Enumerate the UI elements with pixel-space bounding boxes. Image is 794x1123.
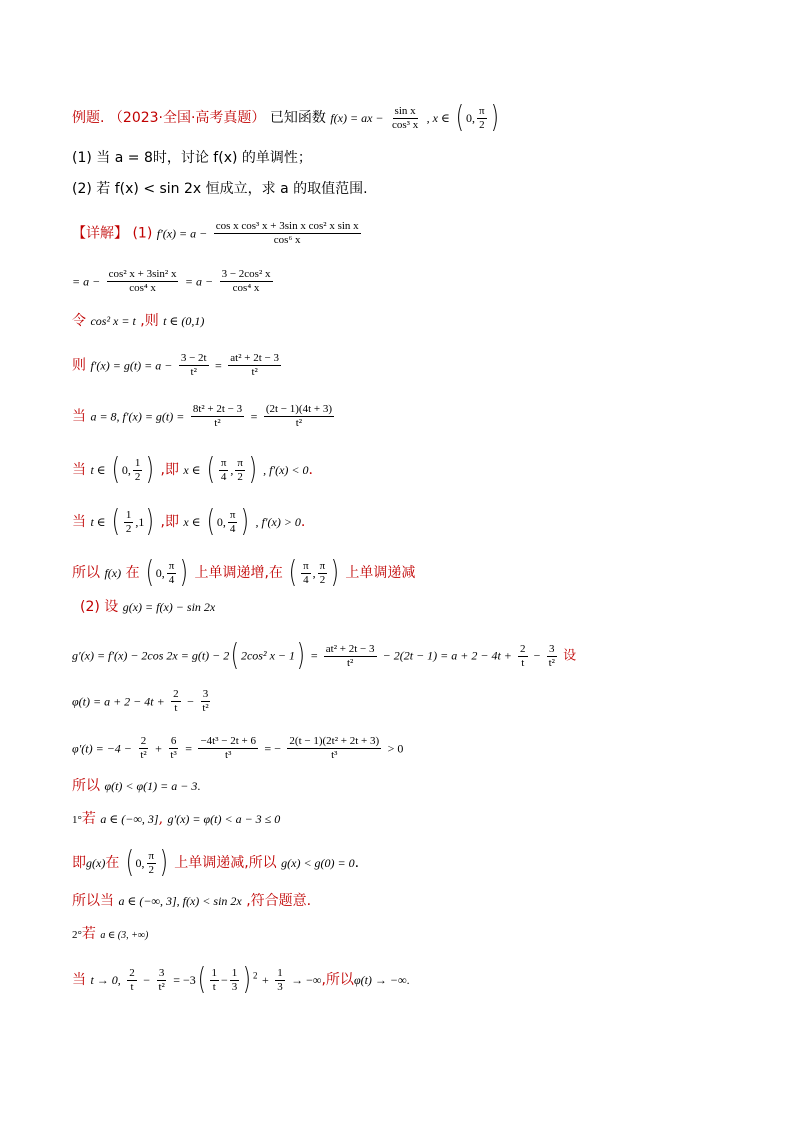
solution-line-7: 当 t ∈ ( $\frac{1}{2}$ ,1) ,即 x ∈ ( 0, $\frac{\pi}{4}$ ) , f′(x) > 0. bbox=[72, 504, 306, 539]
fraction: $\frac{\pi}{2}$ bbox=[237, 456, 243, 483]
expr: t ∈ bbox=[90, 515, 106, 529]
expr: a ∈ (3, +∞) bbox=[100, 930, 149, 941]
interval-start: 0, bbox=[121, 463, 131, 477]
text: 令 bbox=[72, 313, 86, 329]
text: 即 bbox=[72, 855, 86, 871]
solution-line-9 bbox=[80, 598, 215, 616]
interval-start: 0, bbox=[216, 515, 226, 529]
expr: t → 0, bbox=[90, 973, 121, 987]
fraction: $\frac{\text{8t² + 2t − 3}}{\text{t²}}$ bbox=[192, 403, 243, 429]
comma: , bbox=[158, 811, 164, 827]
part-2-label: (2) 设 bbox=[80, 599, 119, 615]
expr: f′(x) = g(t) = a − bbox=[90, 358, 173, 373]
fraction: $\frac{\text{at² + 2t − 3}}{\text{t²}}$ bbox=[230, 352, 279, 378]
text: 当 bbox=[72, 408, 86, 425]
minus: − bbox=[143, 973, 150, 987]
fraction: $\frac{2}{t}$ bbox=[129, 966, 135, 993]
fraction: $\frac{2}{t}$ bbox=[520, 642, 526, 669]
text: 在 bbox=[125, 565, 140, 581]
solution-line-10: g′(x) = f′(x) − 2cos 2x = g(t) − 2( 2cos² x − 1) = $\frac{\text{at² + 2t − 3}}{\text{t²}}$ − 2(2t − 1) = a + 2 − 4t + $\frac{2}{t}$ − $\frac{3}{\text{t²}}$ 设 bbox=[72, 638, 577, 673]
text: 当 bbox=[72, 462, 86, 478]
domain-text: , x ∈ bbox=[426, 111, 450, 125]
text: 所以当 bbox=[72, 893, 114, 909]
equals: = bbox=[215, 358, 222, 373]
fraction: $\frac{1}{2}$ bbox=[125, 508, 132, 535]
expr: f(x) bbox=[104, 566, 122, 580]
solution-line-5 bbox=[72, 403, 336, 430]
fraction: $\frac{2}{t}$ bbox=[173, 688, 179, 714]
text: 上单调递增,在 bbox=[194, 565, 283, 581]
plus: + bbox=[155, 741, 162, 756]
range: t ∈ (0,1) bbox=[163, 314, 205, 328]
text: 所以 bbox=[72, 778, 100, 794]
fraction: $\frac{(2t - 1)(4t + 3)}{\text{t²}}$ bbox=[265, 403, 332, 429]
solution-line-14 bbox=[72, 810, 280, 829]
source-tag: （2023·全国·高考真题） bbox=[108, 110, 266, 126]
fraction: $\frac{\pi}{4}$ bbox=[303, 559, 309, 586]
comma: , bbox=[230, 463, 234, 477]
text: 若 bbox=[81, 811, 96, 827]
fraction: $\frac{6}{\text{t³}}$ bbox=[170, 735, 177, 761]
solution-line-6: 当 t ∈ ( 0, $\frac{1}{2}$ ) ,即 x ∈ ( $\frac{\pi}{4}$ , $\frac{\pi}{2}$ ) , f′(x) < 0. bbox=[72, 452, 313, 487]
text: 则 bbox=[72, 357, 86, 374]
text: ,即 bbox=[160, 462, 179, 478]
minus: − bbox=[187, 694, 194, 709]
fraction: $\frac{\pi}{4}$ bbox=[229, 508, 236, 535]
fraction: $\frac{3 - 2t}{\text{t²}}$ bbox=[180, 352, 207, 378]
paren-open: ( bbox=[456, 100, 465, 135]
fraction: $\frac{\pi}{2}$ bbox=[319, 559, 326, 586]
question-2: (2) 若 f(x) < sin 2x 恒成立，求 a 的取值范围. bbox=[72, 181, 368, 197]
text: 在 bbox=[105, 855, 120, 871]
expr: , f′(x) < 0 bbox=[263, 463, 309, 477]
case-number: 2° bbox=[72, 929, 82, 941]
period: . bbox=[354, 855, 360, 871]
solution-line-8: 所以 f(x) 在 ( 0, $\frac{\pi}{4}$ ) 上单调递增,在 ( $\frac{\pi}{4}$ , $\frac{\pi}{2}$ ) 上单调递减 bbox=[72, 555, 416, 590]
equals: = bbox=[185, 741, 192, 756]
interval-start: 0, bbox=[135, 856, 145, 870]
text: ,符合题意. bbox=[246, 893, 312, 909]
intro-text: 已知函数 bbox=[269, 110, 326, 126]
exponent: 2 bbox=[253, 970, 258, 981]
fraction: $\frac{3}{\text{t²}}$ bbox=[548, 642, 555, 669]
solution-line-3 bbox=[72, 312, 204, 330]
derivative-expr: f′(x) = a − bbox=[156, 226, 208, 241]
equals: = − bbox=[264, 741, 281, 756]
equals: = −3 bbox=[173, 973, 196, 987]
example-header bbox=[72, 100, 500, 135]
fraction: $\frac{\text{3 − 2cos² x}}{\text{cos⁴ x}}$ bbox=[221, 268, 271, 294]
solution-label: 【详解】 bbox=[72, 225, 128, 242]
solution-line-2 bbox=[72, 268, 275, 295]
equals: = bbox=[310, 648, 318, 663]
fraction: $\frac{\text{sin x}}{\text{cos³ x}}$ bbox=[391, 104, 419, 131]
expr: a = 8, f′(x) = g(t) = bbox=[90, 409, 185, 424]
fraction: $\frac{\text{cos² x + 3sin² x}}{\text{cos⁴ x}}$ bbox=[108, 268, 177, 294]
paren-close: ) bbox=[490, 100, 499, 135]
question-1: (1) 当 a = 8时，讨论 f(x) 的单调性； bbox=[72, 150, 312, 166]
expr: a ∈ (−∞, 3], f(x) < sin 2x bbox=[118, 894, 242, 908]
expr: g(x) < g(0) = 0 bbox=[281, 856, 355, 870]
expr: a ∈ (−∞, 3] bbox=[100, 812, 159, 826]
solution-line-1 bbox=[72, 220, 363, 247]
expr: g′(x) = φ(t) < a − 3 ≤ 0 bbox=[167, 812, 281, 826]
solution-line-15: 即g(x)在 ( 0, $\frac{\pi}{2}$ ) 上单调递减,所以 g(x) < g(0) = 0. bbox=[72, 845, 360, 880]
fraction: $\frac{\pi}{4}$ bbox=[220, 456, 227, 483]
period: . bbox=[308, 462, 313, 478]
expr: g′(x) = f′(x) − 2cos 2x = g(t) − 2 bbox=[72, 648, 230, 663]
fraction: $\frac{3}{\text{t²}}$ bbox=[202, 688, 209, 714]
expr: g(x) = f(x) − sin 2x bbox=[122, 600, 216, 614]
plus: + bbox=[261, 973, 269, 987]
interval-start: 0, bbox=[155, 566, 165, 580]
expr: x ∈ bbox=[183, 463, 201, 477]
expr: φ′(t) = −4 − bbox=[72, 741, 132, 756]
text: 上单调递减,所以 bbox=[174, 855, 277, 871]
solution-line-4 bbox=[72, 352, 283, 379]
minus: − bbox=[533, 648, 541, 663]
fraction: $\frac{\pi}{2}$ bbox=[479, 104, 485, 131]
fraction: $\frac{1}{3}$ bbox=[231, 966, 238, 993]
text: 设 bbox=[563, 648, 577, 664]
interval-start: 0, bbox=[466, 111, 476, 125]
expr: φ(t) → −∞ bbox=[353, 973, 407, 987]
fraction: $\frac{\text{cos x cos³ x + 3sin x cos² x sin x}}{\text{cos⁶ x}}$ bbox=[215, 220, 359, 246]
text: ,所以 bbox=[321, 972, 354, 988]
period: . bbox=[300, 514, 306, 530]
solution-line-16 bbox=[72, 892, 311, 910]
solution-line-13 bbox=[72, 777, 200, 795]
case-number: 1° bbox=[72, 814, 82, 826]
expr: , f′(x) > 0 bbox=[255, 515, 301, 529]
comma: , bbox=[312, 566, 316, 580]
expr: x ∈ bbox=[183, 515, 201, 529]
fraction: $\frac{2}{\text{t²}}$ bbox=[140, 735, 147, 761]
solution-line-18: 当 t → 0, $\frac{2}{t}$ − $\frac{3}{\text{t²}}$ = −3( $\frac{1}{t}$ − $\frac{1}{3}$ ) $^2$ + $\frac{1}{3}$ → −∞,所以φ(t) → −∞. bbox=[72, 962, 410, 997]
fraction: $\frac{1}{t}$ bbox=[211, 966, 218, 993]
substitution: cos² x = t bbox=[90, 314, 136, 328]
part-1-label: (1) bbox=[132, 225, 153, 242]
expr: φ(t) < φ(1) = a − 3 bbox=[104, 779, 198, 793]
expr: = a − bbox=[72, 274, 101, 289]
fraction: $\frac{1}{2}$ bbox=[134, 456, 141, 483]
expr: t ∈ bbox=[90, 463, 106, 477]
fraction: $\frac{1}{3}$ bbox=[277, 966, 283, 993]
text: ,即 bbox=[160, 514, 179, 530]
fraction: $\frac{\text{−4t³ − 2t + 6}}{\text{t³}}$ bbox=[200, 735, 256, 761]
text: 所以 bbox=[72, 565, 100, 581]
solution-line-17 bbox=[72, 925, 148, 945]
text: ,则 bbox=[140, 313, 159, 329]
fraction: $\frac{\text{at² + 2t − 3}}{\text{t²}}$ bbox=[325, 642, 375, 669]
period: . bbox=[197, 779, 201, 793]
minus: − bbox=[221, 973, 228, 987]
solution-line-11 bbox=[72, 688, 213, 715]
text: 上单调递减 bbox=[345, 565, 416, 581]
expr: φ(t) = a + 2 − 4t + bbox=[72, 694, 165, 709]
solution-line-12 bbox=[72, 735, 403, 762]
expr: g(x) bbox=[86, 856, 106, 870]
text: 当 bbox=[72, 514, 86, 530]
expr: → −∞ bbox=[291, 973, 322, 987]
expr: − 2(2t − 1) = a + 2 − 4t + bbox=[382, 648, 512, 663]
expr: 2cos² x − 1 bbox=[240, 648, 296, 663]
example-label: 例题. bbox=[72, 110, 105, 126]
period: . bbox=[406, 973, 410, 987]
text: 当 bbox=[72, 972, 86, 988]
fraction: $\frac{3}{\text{t²}}$ bbox=[158, 966, 165, 993]
fraction: $\frac{\pi}{4}$ bbox=[168, 559, 175, 586]
interval-end: ,1 bbox=[135, 515, 145, 529]
expr: > 0 bbox=[387, 741, 404, 756]
fraction: $\frac{\text{2(t − 1)(2t² + 2t + 3)}}{\text{t³}}$ bbox=[289, 735, 380, 761]
function-def: f(x) = ax − bbox=[330, 111, 384, 125]
equals: = bbox=[250, 409, 258, 424]
text: 若 bbox=[81, 926, 96, 942]
fraction: $\frac{\pi}{2}$ bbox=[148, 849, 155, 876]
expr: = a − bbox=[184, 274, 214, 289]
